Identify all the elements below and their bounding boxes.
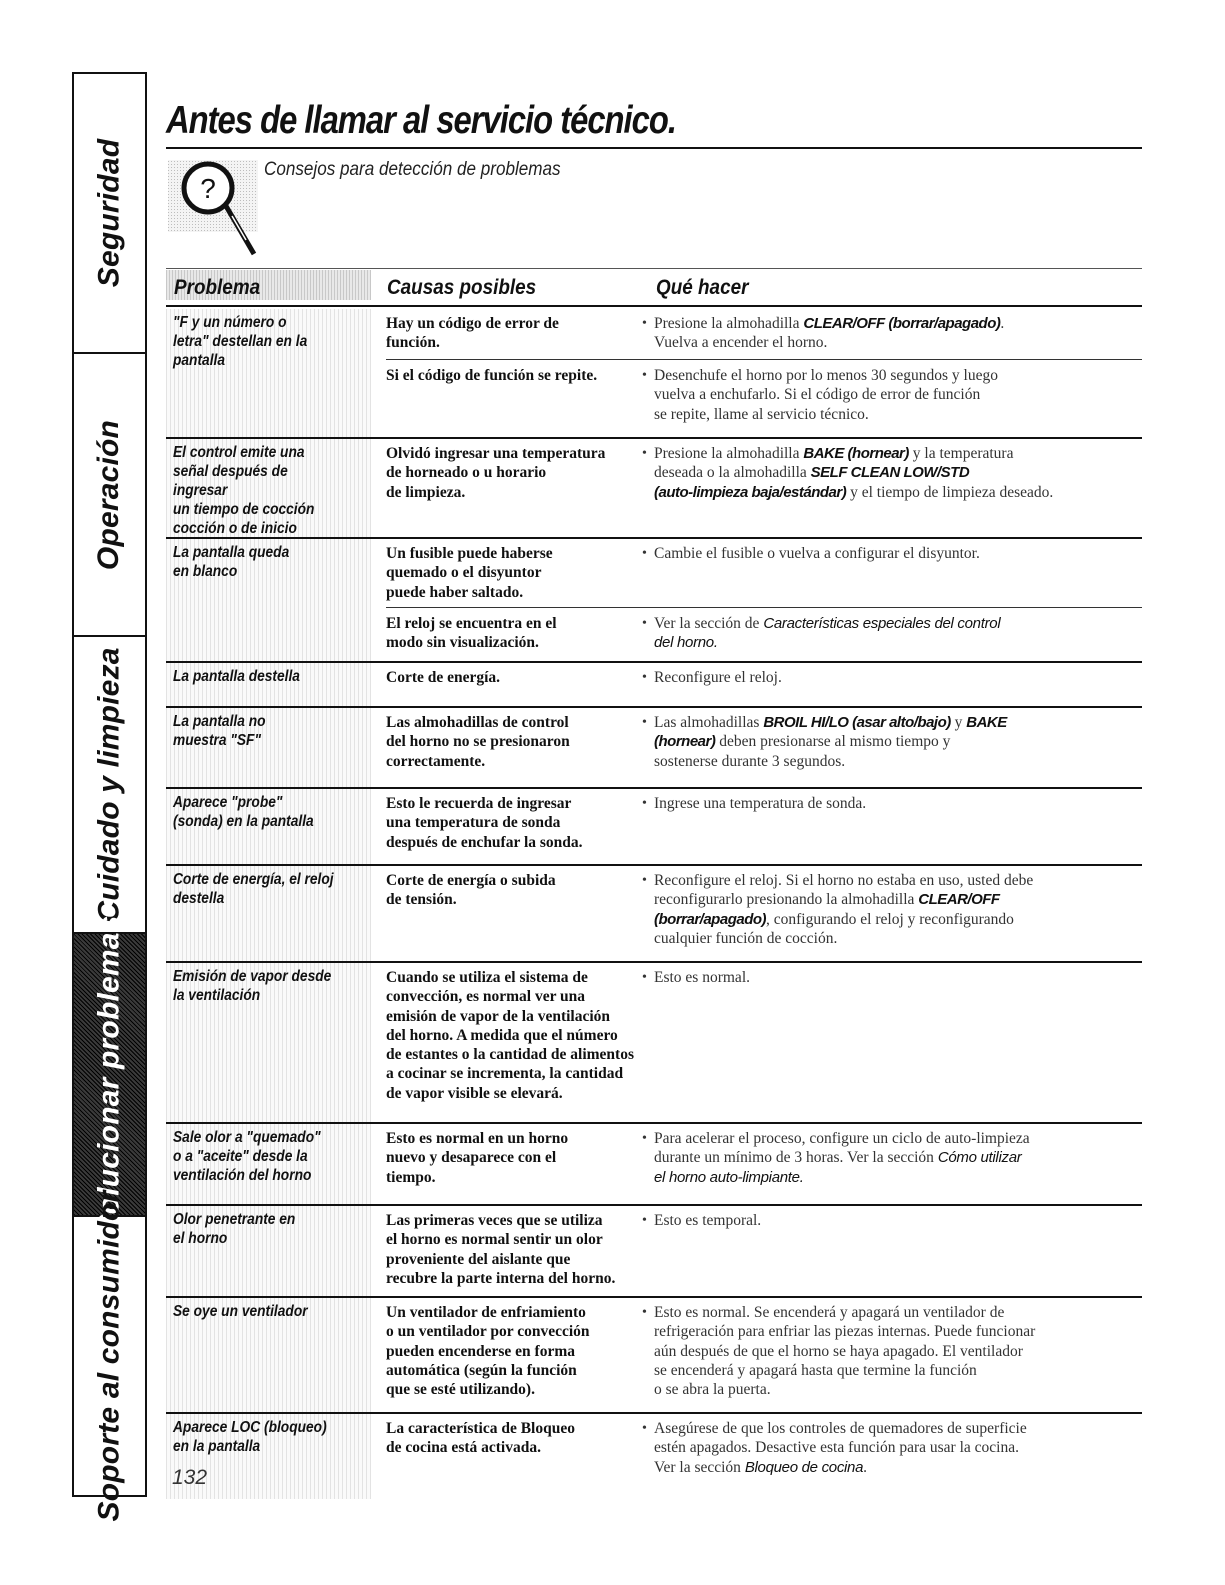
- solution-line: [654, 1168, 1142, 1187]
- solution-text: [642, 968, 1142, 987]
- table-row: [166, 437, 1142, 537]
- solution-fragment: Presione la almohadilla: [654, 445, 804, 462]
- bullet-icon: •: [642, 446, 647, 461]
- solution-line: [654, 444, 1142, 463]
- control-pad-name: (auto-limpieza baja/estándar): [654, 483, 847, 501]
- table-row: [166, 661, 1142, 706]
- section-tabs: [72, 72, 147, 1522]
- solution-line: [654, 794, 1142, 813]
- solution-fragment: .: [863, 1458, 868, 1476]
- cause-divider: [386, 359, 1142, 360]
- solution-line: [654, 1458, 1142, 1477]
- row-divider: [166, 1412, 1142, 1414]
- row-divider: [166, 437, 1142, 439]
- solution-fragment: estén apagados. Desactive esta función para usar la cocina.: [654, 1439, 1019, 1457]
- solution-fragment: Esto es normal.: [654, 969, 750, 986]
- cause-text: Corte de energía.: [386, 669, 501, 686]
- control-pad-name: BAKE: [966, 714, 1007, 731]
- row-divider: [166, 1122, 1142, 1124]
- solution-fragment: se repite, llame al servicio técnico.: [654, 405, 869, 423]
- table-row: [166, 706, 1142, 787]
- solution-line: [654, 1419, 1142, 1438]
- bullet-icon: •: [642, 316, 647, 331]
- row-divider: [166, 706, 1142, 708]
- bullet-icon: •: [642, 546, 647, 561]
- section-reference: Bloqueo de cocina: [744, 1458, 864, 1476]
- problem-text: Emisión de vapor desde la ventilación: [173, 968, 332, 1004]
- problem-text: Sale olor a "quemado" o a "aceite" desde la ventilación del horno: [173, 1129, 321, 1184]
- solution-fragment: y: [950, 714, 967, 731]
- solution-line: [654, 1129, 1142, 1148]
- solution-text: [642, 444, 1142, 502]
- solution-fragment: Vuelva a encender el horno.: [654, 334, 828, 352]
- solution-fragment: reconfigurarlo presionando la almohadilla: [654, 891, 919, 909]
- table-row: [166, 1412, 1142, 1497]
- solution-line: [654, 1303, 1142, 1322]
- problem-text: La pantalla queda en blanco: [173, 544, 290, 580]
- solution-fragment: Asegúrese de que los controles de quemadores de superficie: [654, 1420, 1027, 1437]
- tab-label: Cuidado y limpieza: [92, 646, 126, 923]
- solution-line: [654, 732, 1142, 751]
- solution-fragment: Reconfigure el reloj. Si el horno no estaba en uso, usted debe: [654, 872, 1034, 889]
- solution-fragment: Presione la almohadilla: [654, 315, 804, 332]
- page-title: Antes de llamar al servicio técnico.: [166, 99, 676, 142]
- problem-text: La pantalla no muestra "SF": [173, 713, 266, 749]
- cause-text: Olvidó ingresar una temperatura de horneado o u horario de limpieza.: [386, 445, 606, 501]
- solution-fragment: sostenerse durante 3 segundos.: [654, 752, 846, 770]
- bullet-icon: •: [642, 873, 647, 888]
- section-reference: del horno.: [654, 634, 718, 652]
- section-reference: Características especiales del control: [763, 615, 1001, 632]
- cause-text: Las primeras veces que se utiliza el horno es normal sentir un olor proveniente del aislante que recubre la parte interna del horno.: [386, 1212, 616, 1287]
- section-reference: Cómo utilizar: [937, 1149, 1022, 1167]
- solution-fragment: aún después de que el horno se haya apagado. El ventilador: [654, 1342, 1023, 1360]
- problem-text: Aparece LOC (bloqueo) en la pantalla: [173, 1419, 327, 1455]
- table-row: [166, 307, 1142, 437]
- solution-line: [654, 366, 1142, 385]
- column-header-problema: Problema: [174, 276, 261, 299]
- bullet-icon: •: [642, 670, 647, 685]
- solution-fragment: Esto es temporal.: [654, 1212, 762, 1229]
- solution-fragment: Para acelerar el proceso, configure un ciclo de auto-limpieza: [654, 1130, 1030, 1147]
- page-number: 132: [172, 1466, 208, 1489]
- solution-line: [654, 405, 1142, 424]
- solution-line: [654, 483, 1142, 502]
- solution-line: [654, 633, 1142, 652]
- cause-text: Un ventilador de enfriamiento o un ventilador por convección pueden encenderse en forma automática (según la función que se esté utilizando).: [386, 1304, 590, 1399]
- solution-line: [654, 1361, 1142, 1380]
- solution-line: [654, 1380, 1142, 1399]
- solution-text: [642, 1129, 1142, 1187]
- cause-text: Un fusible puede haberse quemado o el disyuntor puede haber saltado.: [386, 545, 553, 601]
- solution-fragment: , configurando el reloj y reconfigurando: [766, 910, 1014, 928]
- question-magnifier-icon: [168, 158, 260, 260]
- tab-soporte-al-consumidor[interactable]: [74, 1190, 145, 1522]
- problem-text: Corte de energía, el reloj destella: [173, 871, 334, 907]
- control-pad-name: BROIL HI/LO (asar alto/bajo): [763, 714, 951, 731]
- solution-line: [654, 333, 1142, 352]
- problem-text: Se oye un ventilador: [173, 1303, 308, 1320]
- solution-fragment: Las almohadillas: [654, 714, 764, 731]
- solution-fragment: Ver la sección: [654, 1458, 745, 1476]
- bullet-icon: •: [642, 1421, 647, 1436]
- solution-text: [642, 614, 1142, 653]
- table-row: [166, 537, 1142, 661]
- tab-operacion[interactable]: [74, 354, 145, 637]
- tab-seguridad[interactable]: [74, 74, 145, 354]
- solution-text: [642, 713, 1142, 771]
- solution-line: [654, 1438, 1142, 1457]
- solution-fragment: .: [1000, 315, 1005, 332]
- solution-line: [654, 314, 1142, 333]
- table-row: [166, 1122, 1142, 1204]
- solution-line: [654, 752, 1142, 771]
- solution-fragment: cualquier función de cocción.: [654, 929, 838, 947]
- solution-fragment: Desenchufe el horno por lo menos 30 segundos y luego: [654, 367, 998, 384]
- solution-line: [654, 668, 1142, 687]
- row-divider: [166, 537, 1142, 539]
- problem-text: El control emite una señal después de ingresar un tiempo de cocción cocción o de inicio: [173, 444, 315, 537]
- solution-line: [654, 1342, 1142, 1361]
- solution-fragment: durante un mínimo de 3 horas. Ver la sección: [654, 1149, 938, 1167]
- table-top-rule: [166, 268, 1142, 269]
- solution-fragment: Cambie el fusible o vuelva a configurar el disyuntor.: [654, 545, 980, 562]
- cause-text: Las almohadillas de control del horno no se presionaron correctamente.: [386, 714, 570, 770]
- svg-text:?: ?: [200, 173, 216, 204]
- solution-line: [654, 1322, 1142, 1341]
- table-row: [166, 961, 1142, 1122]
- control-pad-name: CLEAR/OFF (borrar/apagado): [803, 315, 1001, 332]
- column-header-que-hacer: Qué hacer: [656, 276, 749, 299]
- solution-text: [642, 366, 1142, 424]
- column-header-causas: Causas posibles: [387, 276, 537, 299]
- bullet-icon: •: [642, 970, 647, 985]
- table-row: [166, 1296, 1142, 1412]
- solution-text: [642, 314, 1142, 353]
- cause-text: Si el código de función se repite.: [386, 367, 598, 384]
- cause-text: Esto es normal en un horno nuevo y desaparece con el tiempo.: [386, 1130, 569, 1186]
- problem-text: Aparece "probe" (sonda) en la pantalla: [173, 794, 314, 830]
- solution-fragment: Ingrese una temperatura de sonda.: [654, 795, 867, 812]
- solution-line: [654, 614, 1142, 633]
- row-divider: [166, 787, 1142, 789]
- row-divider: [166, 1296, 1142, 1298]
- bullet-icon: •: [642, 1305, 647, 1320]
- solution-line: [654, 713, 1142, 732]
- solution-line: [654, 910, 1142, 929]
- bullet-icon: •: [642, 616, 647, 631]
- control-pad-name: (borrar/apagado): [654, 910, 767, 928]
- solution-line: [654, 929, 1142, 948]
- control-pad-name: CLEAR/OFF: [918, 891, 1000, 909]
- bullet-icon: •: [642, 368, 647, 383]
- solution-fragment: o se abra la puerta.: [654, 1381, 771, 1399]
- solution-text: [642, 794, 1142, 813]
- table-row: [166, 787, 1142, 864]
- solution-line: [654, 463, 1142, 482]
- solution-fragment: se encenderá y apagará hasta que termine la función: [654, 1361, 977, 1379]
- control-pad-name: SELF CLEAN LOW/STD: [810, 464, 970, 482]
- bullet-icon: •: [642, 1213, 647, 1228]
- page-subtitle: Consejos para detección de problemas: [264, 159, 561, 180]
- solution-fragment: Reconfigure el reloj.: [654, 669, 782, 686]
- row-divider: [166, 961, 1142, 963]
- tab-cuidado-y-limpieza[interactable]: [74, 637, 145, 934]
- cause-text: El reloj se encuentra en el modo sin visualización.: [386, 615, 557, 652]
- tab-label: Operación: [92, 419, 126, 570]
- bullet-icon: •: [642, 1131, 647, 1146]
- solution-fragment: vuelva a enchufarlo. Si el código de error de función: [654, 386, 981, 404]
- solution-fragment: deseada o la almohadilla: [654, 464, 811, 482]
- solution-line: [654, 871, 1142, 890]
- tab-label: Seguridad: [92, 138, 126, 288]
- table-row: [166, 864, 1142, 961]
- solution-text: [642, 544, 1142, 563]
- solution-fragment: Ver la sección de: [654, 615, 764, 632]
- cause-text: La característica de Bloqueo de cocina está activada.: [386, 1420, 575, 1457]
- solution-fragment: Esto es normal. Se encenderá y apagará un ventilador de: [654, 1304, 1005, 1321]
- solution-line: [654, 1211, 1142, 1230]
- section-reference: el horno auto-limpiante.: [654, 1168, 804, 1186]
- solution-line: [654, 890, 1142, 909]
- solution-fragment: y la temperatura: [908, 445, 1014, 462]
- solution-text: [642, 1303, 1142, 1399]
- cause-text: Cuando se utiliza el sistema de convección, es normal ver una emisión de vapor de la ventilación del horno. A medida que el número de estantes o la cantidad de alimentos a cocinar se incrementa, la cantidad de vapor visible se elevará.: [386, 969, 634, 1102]
- solution-text: [642, 1211, 1142, 1230]
- tab-label: Solucionar problemas: [92, 914, 126, 1235]
- cause-divider: [386, 607, 1142, 608]
- table-row: [166, 1204, 1142, 1296]
- solution-line: [654, 385, 1142, 404]
- problem-text: "F y un número o letra" destellan en la pantalla: [173, 314, 308, 369]
- solution-fragment: y el tiempo de limpieza deseado.: [846, 483, 1054, 501]
- cause-text: Esto le recuerda de ingresar una temperatura de sonda después de enchufar la sonda.: [386, 795, 583, 851]
- cause-text: Hay un código de error de función.: [386, 315, 559, 352]
- problem-text: Olor penetrante en el horno: [173, 1211, 296, 1247]
- bullet-icon: •: [642, 715, 647, 730]
- solution-fragment: refrigeración para enfriar las piezas internas. Puede funcionar: [654, 1323, 1036, 1341]
- row-divider: [166, 864, 1142, 866]
- tab-solucionar-problemas[interactable]: [74, 914, 145, 1235]
- bullet-icon: •: [642, 796, 647, 811]
- problem-text: La pantalla destella: [173, 668, 300, 685]
- solution-text: [642, 668, 1142, 687]
- row-divider: [166, 1204, 1142, 1206]
- solution-line: [654, 1148, 1142, 1167]
- tab-label: Soporte al consumidor: [92, 1190, 126, 1522]
- control-pad-name: (hornear): [654, 733, 716, 751]
- solution-text: [642, 871, 1142, 948]
- solution-line: [654, 968, 1142, 987]
- solution-line: [654, 544, 1142, 563]
- control-pad-name: BAKE (hornear): [803, 445, 909, 462]
- row-divider: [166, 661, 1142, 663]
- solution-text: [642, 1419, 1142, 1477]
- title-divider: [166, 147, 1142, 149]
- solution-fragment: deben presionarse al mismo tiempo y: [715, 733, 951, 751]
- cause-text: Corte de energía o subida de tensión.: [386, 872, 556, 909]
